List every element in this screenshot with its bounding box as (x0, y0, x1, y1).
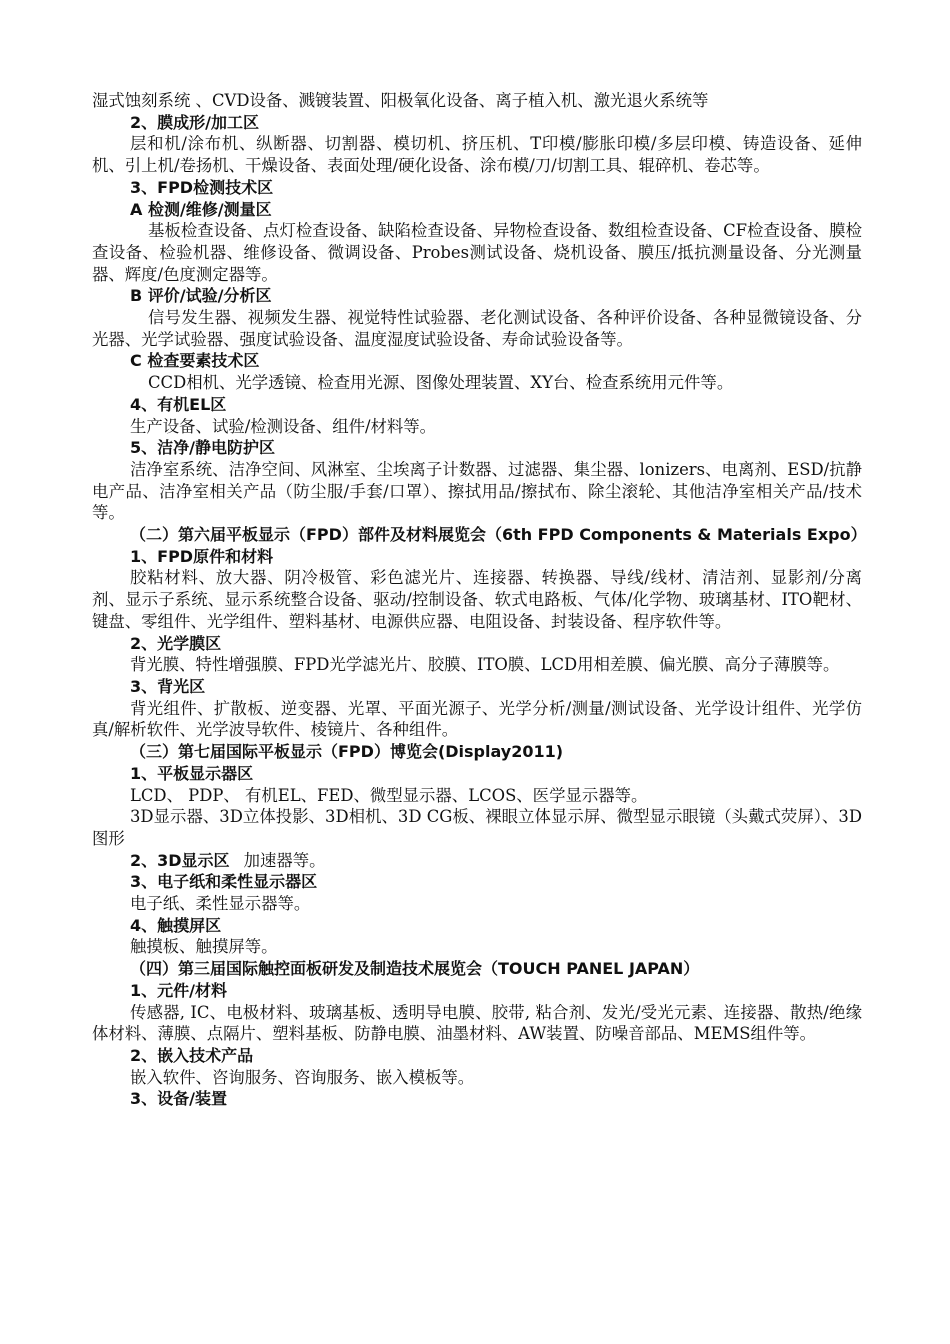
body-text: 加速器等。 (243, 850, 326, 870)
section-heading: 3、设备/装置 (130, 1089, 227, 1109)
section-heading: 1、平板显示器区 (130, 763, 254, 783)
body-text: 背光膜、特性增强膜、FPD光学滤光片、胶膜、ITO膜、LCD用相差膜、偏光膜、高分子薄膜等。 (130, 655, 840, 675)
section-heading: 4、触摸屏区 (130, 915, 222, 935)
body-text: 生产设备、试验/检测设备、组件/材料等。 (130, 416, 437, 436)
body-text: CCD相机、光学透镜、检查用光源、图像处理装置、XY台、检查系统用元件等。 (148, 373, 734, 393)
part-heading: （三）第七届国际平板显示（FPD）博览会(Display2011) (130, 742, 564, 762)
body-text: 胶粘材料、放大器、阴冷极管、彩色滤光片、连接器、转换器、导线/线材、清洁剂、显影剂/分离剂、显示子系统、显示系统整合设备、驱动/控制设备、软式电路板、气体/化学物、玻璃基材、ITO靶材、键盘、零组件、光学组件、塑料基材、电源供应器、电阻设备、封装设备、程序软件等。 (92, 568, 862, 631)
subsection-heading: A 检测/维修/测量区 (130, 199, 272, 219)
body-text: 触摸板、触摸屏等。 (130, 937, 278, 957)
section-heading: 3、电子纸和柔性显示器区 (130, 872, 318, 892)
section-heading: 1、元件/材料 (130, 980, 227, 1000)
body-text: 基板检查设备、点灯检查设备、缺陷检查设备、异物检查设备、数组检查设备、CF检查设备、膜检查设备、检验机器、维修设备、微调设备、Probes测试设备、烧机设备、膜压/抵抗测量设备、分光测量器、辉度/色度测定器等。 (92, 221, 862, 284)
body-text: 传感器, IC、电极材料、玻璃基板、透明导电膜、胶带, 粘合剂、发光/受光元素、连接器、散热/绝缘体材料、薄膜、点隔片、塑料基板、防静电膜、油墨材料、AW装置、防噪音部品、MEMS组件等。 (92, 1002, 862, 1044)
section-heading: 3、背光区 (130, 676, 206, 696)
body-text: 信号发生器、视频发生器、视觉特性试验器、老化测试设备、各种评价设备、各种显微镜设备、分光器、光学试验器、强度试验设备、温度湿度试验设备、寿命试验设备等。 (92, 308, 862, 349)
body-text: 电子纸、柔性显示器等。 (130, 894, 311, 914)
body-text: 洁净室系统、洁净空间、风淋室、尘埃离子计数器、过滤器、集尘器、lonizers、电离剂、ESD/抗静电产品、洁净室相关产品（防尘服/手套/口罩）、擦拭用品/擦拭布、除尘滚轮、其他洁净室相关产品/技术等。 (92, 459, 862, 523)
body-text: 嵌入软件、咨询服务、咨询服务、嵌入模板等。 (130, 1067, 475, 1087)
subsection-heading: C 检查要素技术区 (130, 351, 260, 371)
body-text: 背光组件、扩散板、逆变器、光罩、平面光源子、光学分析/测量/测试设备、光学设计组件、光学仿真/解析软件、光学波导软件、棱镜片、各种组件。 (92, 698, 862, 740)
section-heading: 3、FPD检测技术区 (130, 177, 274, 197)
subsection-heading: B 评价/试验/分析区 (130, 286, 272, 306)
body-text: 3D显示器、3D立体投影、3D相机、3D CG板、裸眼立体显示屏、微型显示眼镜（头戴式荧屏）、3D图形 (92, 807, 862, 848)
section-heading: 1、FPD原件和材料 (130, 546, 274, 566)
section-heading: 2、膜成形/加工区 (130, 112, 259, 132)
body-text: 层和机/涂布机、纵断器、切割器、模切机、挤压机、T印模/膨胀印模/多层印模、铸造设备、延伸机、引上机/卷扬机、干燥设备、表面处理/硬化设备、涂布模/刀/切割工具、辊碎机、卷芯等。 (92, 134, 862, 176)
section-heading: 5、洁净/静电防护区 (130, 438, 275, 458)
part-heading: （二）第六届平板显示（FPD）部件及材料展览会（6th FPD Components & Materials Expo） (130, 525, 867, 545)
section-heading: 2、3D显示区 (130, 850, 230, 870)
part-heading: （四）第三届国际触控面板研发及制造技术展览会（TOUCH PANEL JAPAN） (130, 959, 700, 979)
section-line (92, 850, 862, 872)
section-heading: 2、光学膜区 (130, 633, 222, 653)
section-heading: 2、嵌入技术产品 (130, 1045, 254, 1065)
body-text: LCD、 PDP、 有机EL、FED、微型显示器、LCOS、医学显示器等。 (130, 785, 648, 805)
section-heading: 4、有机EL区 (130, 394, 227, 414)
document-page (92, 90, 867, 1110)
body-text: 湿式蚀刻系统 、CVD设备、溅镀装置、阳极氧化设备、离子植入机、激光退火系统等 (92, 91, 709, 110)
